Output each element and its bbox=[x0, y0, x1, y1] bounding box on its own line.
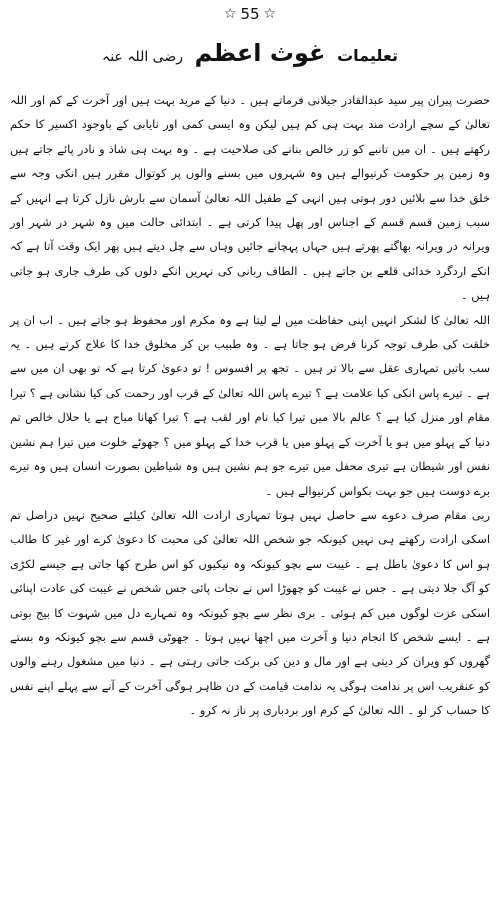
paragraph-1: حضرت پیران پیر سید عبدالقادر جیلانی فرماتے ہیں ۔ دنیا کے مرید بہت ہیں اور آخرت کے کم اور اللہ تعالیٰ کے سچے ارادت مند بہت ہی کم ہیں لیکن وہ ایسی کمی اور نایابی کے باوجود اکسیر کا حکم رکھتے ہیں ۔ ان میں تانبے کو زر خالص بنانے کی صلاحیت ہے ۔ وہ بہت ہی شاذ و نادر پائے جاتے ہیں وہ زمین پر حکومت کرنیوالے ہیں وہ شہروں میں بسنے والوں پر کوتوال مقرر ہیں انکی وجہ سے خلق خدا سے بلائیں دور ہوتی ہیں انہی کے طفیل اللہ تعالیٰ آسمان سے بارش نازل کرتا ہے انہیں کے سبب زمین قسم قسم کے اجناس اور پھل پیدا کرتی ہے ۔ ابتدائی حالت میں وہ شہر در شہر اور ویرانہ در ویرانہ بھاگتے پھرتے ہیں جہاں پہچانے جائیں وہاں سے چل دیتے ہیں پھر ایک وقت آتا ہے کہ انکے اردگرد خدائی قلعے بن جاتے ہیں ۔ الطاف ربانی کی نہریں انکے دلوں کی طرف جاری ہو جاتی ہیں ۔ bbox=[10, 93, 490, 303]
paragraph-2: اللہ تعالیٰ کا لشکر انہیں اپنی حفاظت میں لے لیتا ہے وہ مکرم اور محفوظ ہو جاتے ہیں ۔ اب ان پر خلقت کی طرف توجہ کرنا فرض ہو جاتا ہے ۔ وہ طبیب بن کر مخلوق خدا کا علاج کرتے ہیں ۔ یہ سب باتیں تمہاری عقل سے بالا تر ہیں ۔ تجھ پر افسوس ! تو دعویٰ کرتا ہے کہ تو بھی ان میں سے ہے ۔ تیرے پاس انکی کیا علامت ہے ؟ تیرے پاس اللہ تعالیٰ کے قرب اور رحمت کی کیا نشانی ہے ؟ تیرا مقام اور منزل کیا ہے ؟ عالم بالا میں تیرا کیا نام اور لقب ہے ؟ تیرا کھانا مباح ہے یا حلال خالص تم دنیا کے پہلو میں ہو یا آخرت کے پہلو میں یا قرب خدا کے پہلو میں ؟ جھوٹے خلوت میں تیرا ہم نشین نفس اور شیطان ہے تیری محفل میں تیرے جو ہم نشین ہیں وہ شیاطین بصورت انسان ہیں وہ تیرے برے دوست ہیں جو بہت بکواس کرنیوالے ہیں ۔ bbox=[10, 312, 490, 498]
star-left-icon: ☆ bbox=[223, 6, 237, 22]
page-number: 55 bbox=[240, 5, 260, 23]
star-right-icon: ☆ bbox=[263, 6, 277, 22]
paragraph-3: ربی مقام صرف دعوے سے حاصل نہیں ہوتا تمہاری ارادت اللہ تعالیٰ کیلئے صحیح نہیں دراصل تم اسکی ارادت رکھتے ہی نہیں کیونکہ جو شخص اللہ تعالیٰ کی محبت کا دعویٰ کرے اور غیر کا طالب ہو اس کا دعویٰ باطل ہے ۔ غیبت سے بچو کیونکہ وہ نیکیوں کو اس طرح کھا جاتی ہے جیسے لکڑی کو آگ جلا دیتی ہے ۔ جس نے غیبت کو چھوڑا اس نے نجات پائی جس شخص نے غیبت کی عادت اپنائی اسکی عزت لوگوں میں کم ہوئی ۔ بری نظر سے بچو کیونکہ وہ تمہارے دل میں شہوت کا بیج بوتی ہے ۔ ایسے شخص کا انجام دنیا و آخرت میں اچھا نہیں ہوتا ۔ جھوٹی قسم سے بچو کیونکہ وہ بستے گھروں کو ویران کر دیتی ہے اور مال و دین کی برکت جاتی رہتی ہے ۔ دنیا میں مشغول رہنے والوں کو عنقریب اس پر ندامت ہوگی یہ ندامت قیامت کے دن ظاہر ہوگی آخرت کے آنے سے پہلے اپنے نفس کا حساب کر لو ۔ اللہ تعالیٰ کے کرم اور بردباری پر ناز نہ کرو ۔ bbox=[10, 507, 490, 718]
title-main: غوث اعظم bbox=[194, 39, 326, 67]
page-title bbox=[10, 38, 490, 72]
title-prefix: تعلیمات bbox=[337, 46, 398, 65]
page-number-header bbox=[10, 4, 490, 24]
body-text bbox=[10, 88, 490, 723]
title-honorific: رضی اللہ عنہ bbox=[102, 49, 183, 65]
